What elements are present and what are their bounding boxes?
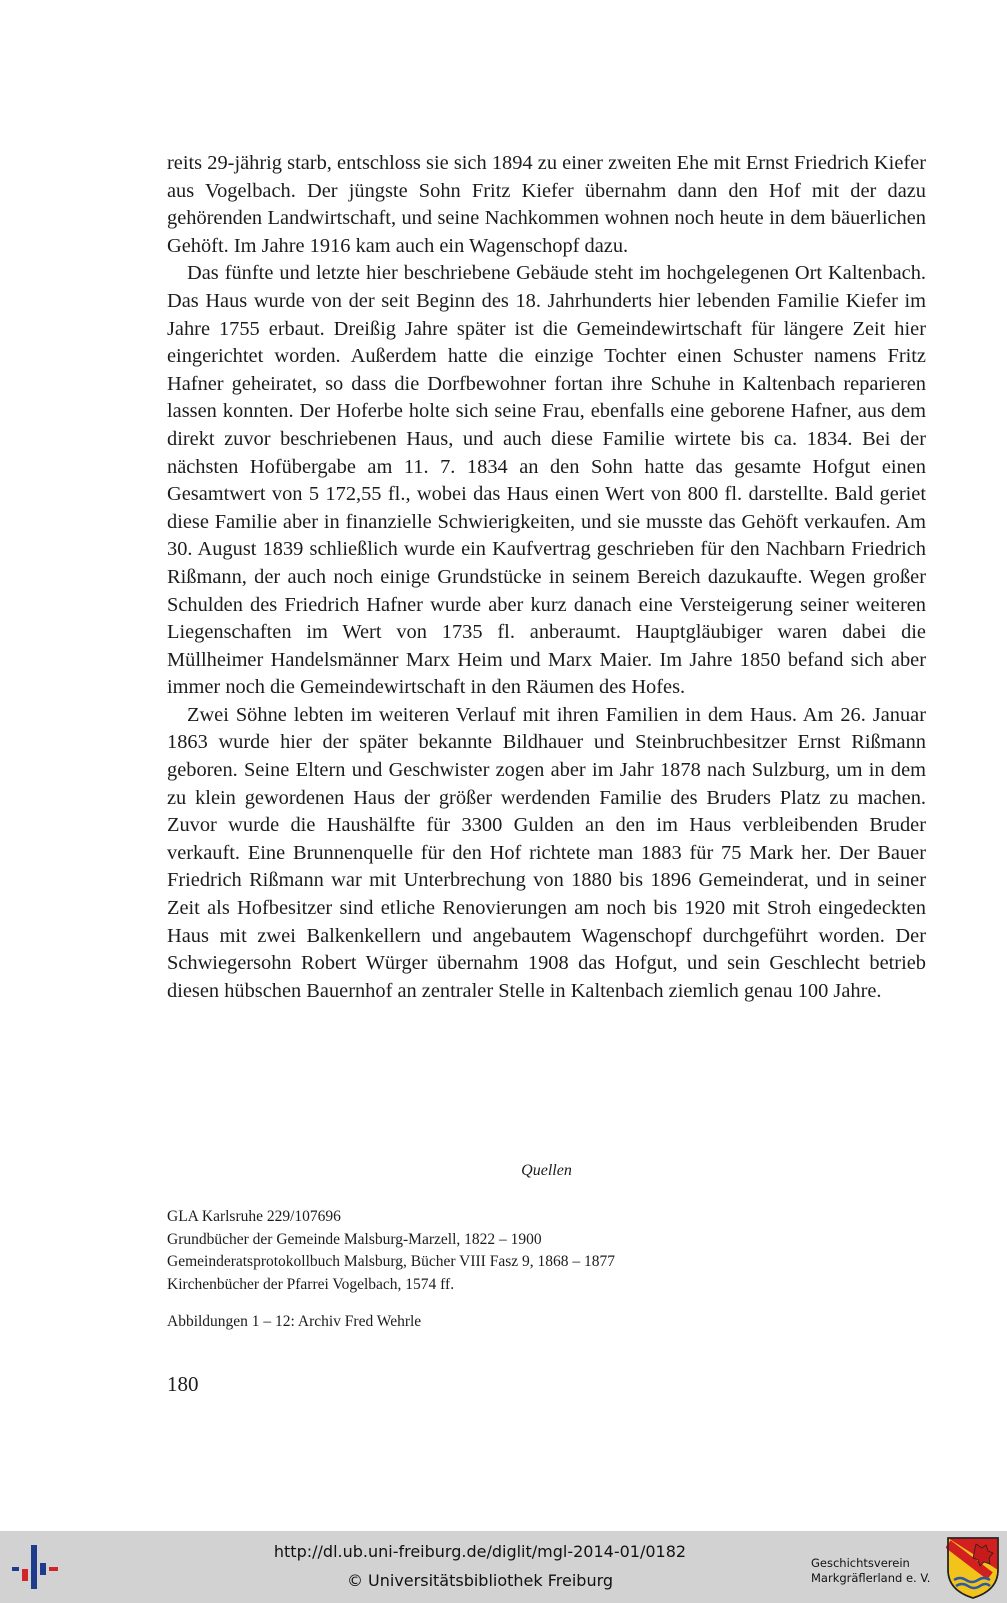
coat-of-arms-icon bbox=[946, 1536, 1000, 1600]
permalink-url[interactable]: http://dl.ub.uni-freiburg.de/diglit/mgl-2014-01/0182 bbox=[273, 1542, 687, 1561]
library-logo-icon bbox=[12, 1545, 62, 1589]
copyright-text: © Universitätsbibliothek Freiburg bbox=[346, 1571, 614, 1590]
source-item: Kirchenbücher der Pfarrei Vogelbach, 1574 ff. bbox=[167, 1275, 455, 1293]
society-name bbox=[811, 1556, 930, 1586]
body-paragraph-3: Zwei Söhne lebten im weiteren Verlauf mit ihren Familien in dem Haus. Am 26. Januar 1863 wurde hier der später bekannte Bildhauer und Steinbruchbesitzer Ernst Rißmann geboren. Seine Eltern und Geschwister zogen aber im Jahr 1878 nach Sulzburg, um in dem zu klein gewordenen Haus der größer werdenden Familie des Bruders Platz zu machen. Zuvor wurde die Haushälfte für 3300 Gulden an den im Haus verbleibenden Bruder verkauft. Eine Brunnenquelle für den Hof richtete man 1883 für 75 Mark her. Der Bauer Friedrich Rißmann war mit Unterbrechung von 1880 bis 1896 Gemeinderat, und in seiner Zeit als Hofbesitzer sind etliche Renovierungen am noch bis 1920 mit Stroh eingedeckten Haus mit zwei Balkenkellern und angebautem Wagenschopf durchgeführt worden. Der Schwiegersohn Robert Würger übernahm 1908 das Hofgut, und sein Geschlecht betrieb diesen hübschen Bauernhof an zentraler Stelle in Kaltenbach ziemlich genau 100 Jahre. bbox=[167, 703, 926, 1002]
source-item: Grundbücher der Gemeinde Malsburg-Marzell, 1822 – 1900 bbox=[167, 1230, 542, 1248]
body-paragraph-1: reits 29-jährig starb, entschloss sie sich 1894 zu einer zweiten Ehe mit Ernst Friedrich Kiefer aus Vogelbach. Der jüngste Sohn Fritz Kiefer übernahm dann den Hof mit der dazu gehörenden Landwirtschaft, und seine Nachkommen wohnen noch heute in dem bäuerlichen Gehöft. Im Jahre 1916 kam auch ein Wagenschopf dazu. bbox=[167, 152, 926, 257]
body-paragraph-2: Das fünfte und letzte hier beschriebene Gebäude steht im hochgelegenen Ort Kaltenbach. Das Haus wurde von der seit Beginn des 18. Jahrhunderts hier lebenden Familie Kiefer im Jahre 1755 erbaut. Dreißig Jahre später ist die Gemeindewirtschaft für längere Zeit hier eingerichtet worden. Außerdem hatte die einzige Tochter einen Schuster namens Fritz Hafner geheiratet, so dass die Dorfbewohner fortan ihre Schuhe in Kaltenbach reparieren lassen konnten. Der Hoferbe holte sich seine Frau, ebenfalls eine geborene Hafner, aus dem direkt zuvor beschriebenen Haus, und auch diese Familie wirtete bis ca. 1834. Bei der nächsten Hofübergabe am 11. 7. 1834 an den Sohn hatte das gesamte Hofgut einen Gesamtwert von 5 172,55 fl., wobei das Haus einen Wert von 800 fl. darstellte. Bald geriet diese Familie aber in finanzielle Schwierigkeiten, und sie musste das Gehöft verkaufen. Am 30. August 1839 schließlich wurde ein Kaufvertrag geschrieben für den Nachbarn Friedrich Rißmann, der auch noch einige Grundstücke in seinem Bereich dazukaufte. Wegen großer Schulden des Friedrich Hafner wurde aber kurz danach eine Versteigerung seiner weiteren Liegenschaften im Wert von 1735 fl. anberaumt. Hauptgläubiger waren dabei die Müllheimer Handelsmänner Marx Heim und Marx Maier. Im Jahre 1850 befand sich aber immer noch die Gemeindewirtschaft in den Räumen des Hofes. bbox=[167, 262, 926, 699]
society-line-1: Geschichtsverein bbox=[811, 1556, 910, 1570]
illustrations-credit: Abbildungen 1 – 12: Archiv Fred Wehrle bbox=[167, 1313, 422, 1330]
sources-list bbox=[167, 1206, 926, 1296]
sources-heading: Quellen bbox=[521, 1162, 572, 1179]
source-item: GLA Karlsruhe 229/107696 bbox=[167, 1208, 341, 1225]
source-item: Gemeinderatsprotokollbuch Malsburg, Bücher VIII Fasz 9, 1868 – 1877 bbox=[167, 1253, 615, 1270]
page-body bbox=[167, 150, 926, 1396]
footer-bar bbox=[0, 1531, 1007, 1603]
society-line-2: Markgräflerland e. V. bbox=[811, 1571, 931, 1585]
page-number: 180 bbox=[167, 1372, 199, 1396]
